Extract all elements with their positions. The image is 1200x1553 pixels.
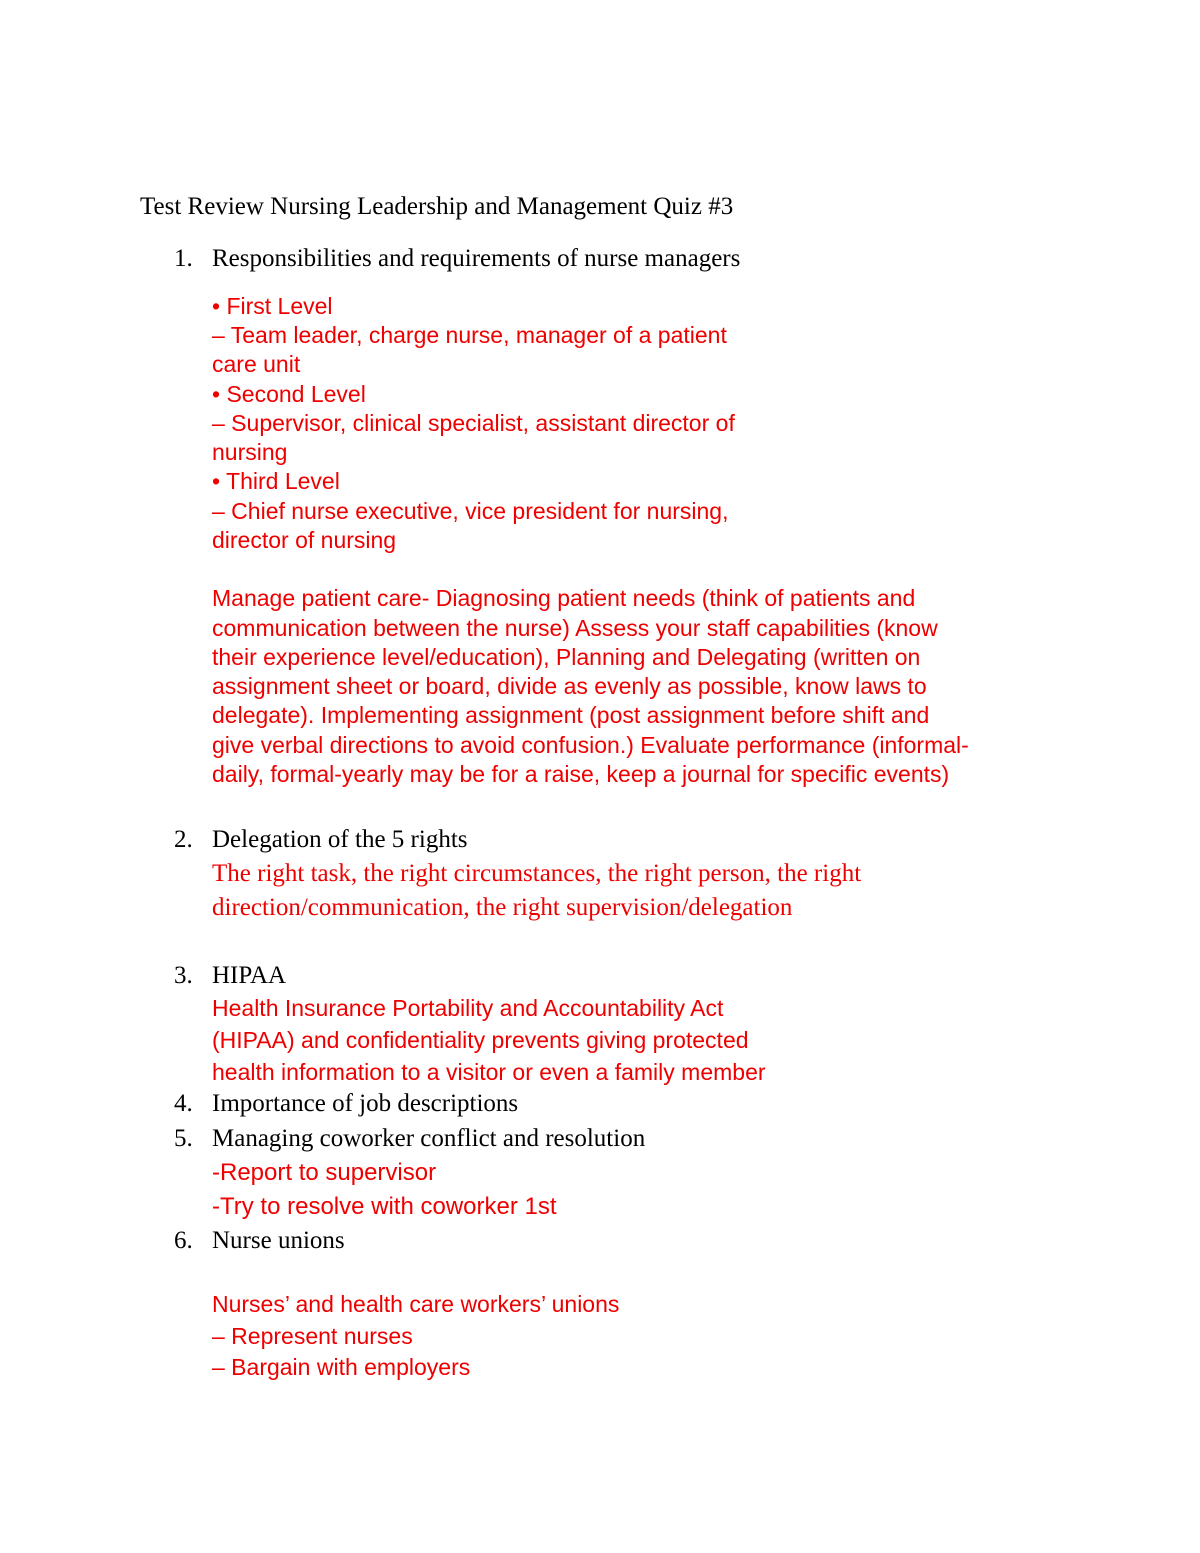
item-text-3: HIPAA (212, 962, 287, 989)
answer-1-line-6: nursing (212, 439, 288, 465)
answer-2-line-2: direction/communication, the right supervision/delegation (212, 894, 793, 921)
answer-6-line-3: – Bargain with employers (212, 1354, 471, 1380)
document-title: Test Review Nursing Leadership and Management Quiz #3 (140, 193, 734, 220)
answer-3-line-1: Health Insurance Portability and Accountability Act (212, 995, 724, 1021)
answer-2-line-1: The right task, the right circumstances, the right person, the right (212, 860, 862, 887)
answer-1-paragraph-line-3: their experience level/education), Planning and Delegating (written on (212, 644, 921, 670)
answer-1-line-9: director of nursing (212, 527, 397, 553)
answer-1-line-3: care unit (212, 351, 301, 377)
answer-1-paragraph-line-4: assignment sheet or board, divide as evenly as possible, know laws to (212, 673, 927, 699)
answer-6-line-2: – Represent nurses (212, 1323, 413, 1349)
answer-3-line-2: (HIPAA) and confidentiality prevents giving protected (212, 1027, 749, 1053)
answer-1-paragraph-line-7: daily, formal-yearly may be for a raise, keep a journal for specific events) (212, 761, 950, 787)
answer-3-line-3: health information to a visitor or even a family member (212, 1059, 766, 1085)
answer-1-paragraph-line-5: delegate). Implementing assignment (post assignment before shift and (212, 702, 930, 728)
answer-1-line-1: • First Level (212, 293, 333, 319)
item-text-1: Responsibilities and requirements of nurse managers (212, 245, 741, 272)
item-text-5: Managing coworker conflict and resolution (212, 1125, 646, 1152)
answer-1-paragraph-line-1: Manage patient care- Diagnosing patient needs (think of patients and (212, 585, 916, 611)
item-text-6: Nurse unions (212, 1227, 345, 1254)
answer-1-line-7: • Third Level (212, 468, 340, 494)
answer-6-line-1: Nurses’ and health care workers’ unions (212, 1291, 620, 1317)
item-number-4: 4. (174, 1090, 193, 1117)
answer-1-paragraph-line-2: communication between the nurse) Assess your staff capabilities (know (212, 615, 938, 641)
item-text-4: Importance of job descriptions (212, 1090, 519, 1117)
item-text-2: Delegation of the 5 rights (212, 826, 468, 853)
answer-1-line-4: • Second Level (212, 381, 366, 407)
item-number-6: 6. (174, 1227, 193, 1254)
answer-1-line-8: – Chief nurse executive, vice president for nursing, (212, 498, 729, 524)
answer-1-line-5: – Supervisor, clinical specialist, assistant director of (212, 410, 735, 436)
answer-5-line-2: -Try to resolve with coworker 1st (212, 1193, 557, 1220)
answer-1-line-2: – Team leader, charge nurse, manager of a patient (212, 322, 727, 348)
answer-1-paragraph-line-6: give verbal directions to avoid confusion.) Evaluate performance (informal- (212, 732, 969, 758)
item-number-2: 2. (174, 826, 193, 853)
item-number-3: 3. (174, 962, 193, 989)
item-number-5: 5. (174, 1125, 193, 1152)
answer-5-line-1: -Report to supervisor (212, 1159, 437, 1186)
item-number-1: 1. (174, 245, 193, 272)
